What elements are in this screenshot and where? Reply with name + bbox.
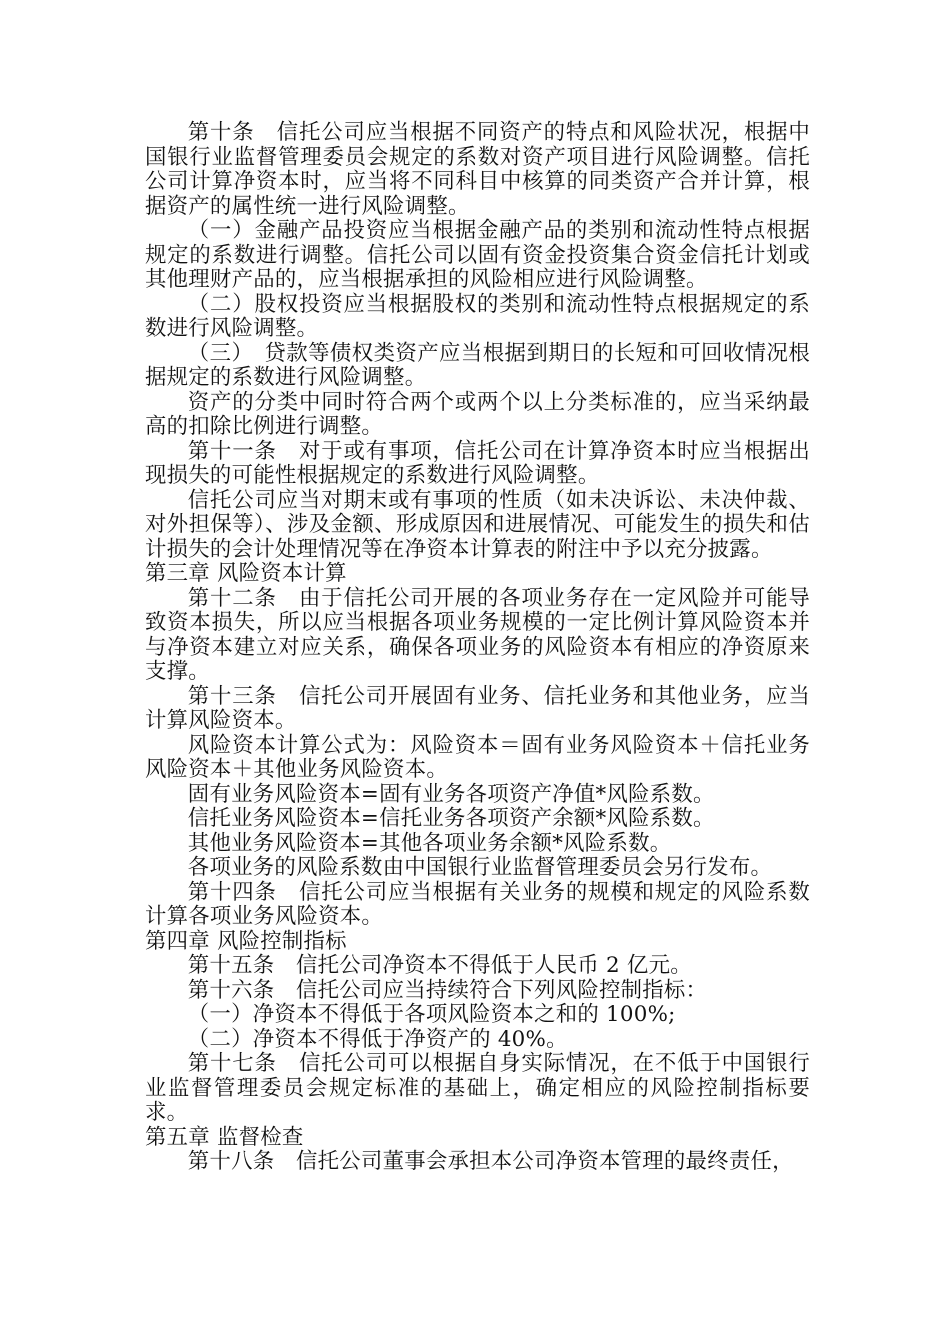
chapter-3-heading: 第三章 风险资本计算 bbox=[145, 561, 347, 586]
contingency-disclosure-paragraph: 信托公司应当对期末或有事项的性质（如未决诉讼、未决仲裁、对外担保等）、涉及金额、形成原因和进展情况、可能发生的损失和估计损失的会计处理情况等在净资本计算表的附注中予以充分披露。 bbox=[145, 487, 810, 562]
risk-capital-formula-paragraph: 风险资本计算公式为：风险资本＝固有业务风险资本＋信托业务风险资本＋其他业务风险资本。 bbox=[145, 732, 810, 782]
document-page bbox=[145, 121, 810, 1175]
article-15-paragraph: 第十五条 信托公司净资本不得低于人民币 2 亿元。 bbox=[187, 953, 692, 978]
article-17-paragraph: 第十七条 信托公司可以根据自身实际情况，在不低于中国银行业监督管理委员会规定标准的基础上，确定相应的风险控制指标要求。 bbox=[145, 1051, 810, 1125]
article-11-paragraph: 第十一条 对于或有事项，信托公司在计算净资本时应当根据出现损失的可能性根据规定的系数进行风险调整。 bbox=[145, 438, 810, 488]
trust-risk-capital-formula: 信托业务风险资本=信托业务各项资产余额*风险系数。 bbox=[187, 806, 715, 831]
chapter-5-heading: 第五章 监督检查 bbox=[145, 1124, 304, 1150]
article-13-paragraph: 第十三条 信托公司开展固有业务、信托业务和其他业务，应当计算风险资本。 bbox=[145, 683, 810, 733]
proprietary-risk-capital-formula: 固有业务风险资本=固有业务各项资产净值*风险系数。 bbox=[187, 781, 715, 807]
article-16-paragraph: 第十六条 信托公司应当持续符合下列风险控制指标： bbox=[187, 977, 708, 1003]
indicator-2-paragraph: （二）净资本不得低于净资产的 40%。 bbox=[187, 1026, 568, 1052]
item-1-financial-products-paragraph: （一）金融产品投资应当根据金融产品的类别和流动性特点根据规定的系数进行调整。信托公司以固有资金投资集合资金信托计划或其他理财产品的，应当根据承担的风险相应进行风险调整。 bbox=[145, 218, 810, 292]
indicator-1-paragraph: （一）净资本不得低于各项风险资本之和的 100%; bbox=[187, 1002, 676, 1027]
article-14-paragraph: 第十四条 信托公司应当根据有关业务的规模和规定的风险系数计算各项业务风险资本。 bbox=[145, 879, 810, 929]
asset-classification-paragraph: 资产的分类中同时符合两个或两个以上分类标准的，应当采纳最高的扣除比例进行调整。 bbox=[145, 389, 810, 439]
article-18-paragraph: 第十八条 信托公司董事会承担本公司净资本管理的最终责任， bbox=[187, 1149, 794, 1174]
item-3-loans-paragraph: （三） 贷款等债权类资产应当根据到期日的长短和可回收情况根据规定的系数进行风险调整。 bbox=[145, 340, 810, 390]
other-risk-capital-formula: 其他业务风险资本=其他各项业务余额*风险系数。 bbox=[187, 830, 672, 856]
chapter-4-heading: 第四章 风险控制指标 bbox=[145, 928, 347, 954]
article-10-paragraph: 第十条 信托公司应当根据不同资产的特点和风险状况，根据中国银行业监督管理委员会规定的系数对资产项目进行风险调整。信托公司计算净资本时，应当将不同科目中核算的同类资产合并计算，根据资产的属性统一进行风险调整。 bbox=[145, 120, 810, 219]
risk-coefficient-release-paragraph: 各项业务的风险系数由中国银行业监督管理委员会另行发布。 bbox=[187, 855, 773, 880]
article-12-paragraph: 第十二条 由于信托公司开展的各项业务存在一定风险并可能导致资本损失，所以应当根据各项业务规模的一定比例计算风险资本并与净资本建立对应关系，确保各项业务的风险资本有相应的净资原来支撑。 bbox=[145, 585, 810, 684]
item-2-equity-investment-paragraph: （二）股权投资应当根据股权的类别和流动性特点根据规定的系数进行风险调整。 bbox=[145, 291, 810, 341]
